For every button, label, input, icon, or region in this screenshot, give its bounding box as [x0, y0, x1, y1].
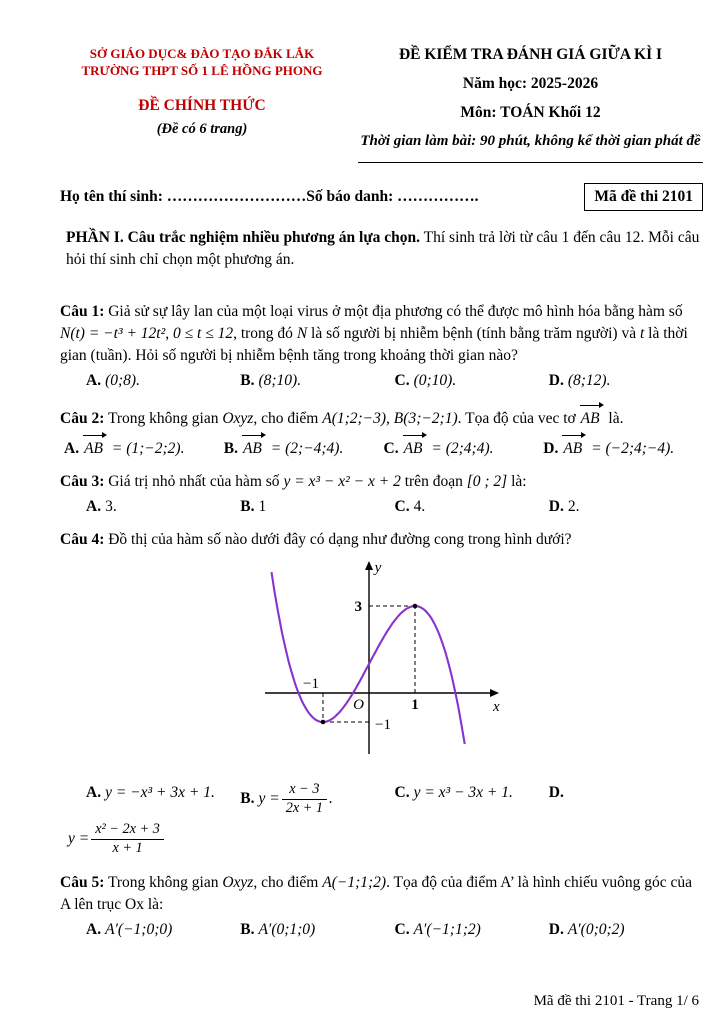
page-footer: Mã đề thi 2101 - Trang 1/ 6: [533, 992, 699, 1009]
part1-instructions: Thí sinh trả lời từ câu 1 đến câu 12. Mỗi câu hỏi thí sinh chỉ chọn một phương án.: [66, 229, 700, 269]
question-1-text: [60, 301, 703, 367]
question-4: [56, 529, 703, 863]
q3-math-2: [0 ; 2]: [466, 473, 508, 491]
q1-option-a: [86, 370, 240, 392]
option-value: (0;10).: [413, 372, 457, 390]
option-letter: C.: [383, 440, 399, 458]
x-axis-arrow: [490, 689, 499, 697]
q1-math-4: t: [639, 325, 645, 343]
question-3-label: Câu 3:: [60, 473, 105, 491]
q1-text-5: là thời gian (tuần). Hỏi số người bị nhiễm bệnh tăng trong khoảng thời gian nào?: [60, 325, 688, 365]
q1-option-b: [240, 370, 394, 392]
q2-math-2: A(1;2;−3), B(3;−2;1): [322, 410, 458, 428]
fraction-numerator: x² − 2x + 3: [91, 822, 164, 840]
vector-ab: AB: [403, 433, 428, 460]
option-prefix: y =: [258, 790, 280, 808]
exam-code-box: Mã đề thi 2101: [584, 183, 703, 211]
option-value: (8;12).: [567, 372, 611, 390]
student-info-line: Họ tên thí sinh: ………………………Số báo danh: …………….: [60, 188, 479, 206]
q5-text-1: Trong không gian: [104, 874, 223, 892]
vector-ab: AB: [580, 403, 605, 430]
option-letter: B.: [240, 921, 255, 939]
option-letter: D.: [548, 784, 564, 802]
q2-text-1: Trong không gian: [104, 410, 223, 428]
question-1-label: Câu 1:: [60, 303, 105, 321]
option-value: A′(0;1;0): [258, 921, 316, 939]
question-5-options: [60, 916, 703, 943]
option-value: A′(−1;0;0): [105, 921, 173, 939]
q1-text-3: , trong đó: [233, 325, 297, 343]
vector-ab: AB: [562, 433, 587, 460]
part1-title: PHẦN I. Câu trắc nghiệm nhiều phương án lựa chọn.: [66, 229, 421, 247]
q1-math-1: N(t) = −t³ + 12t²: [60, 325, 166, 343]
subject-line: Môn: TOÁN Khối 12: [460, 104, 601, 121]
q5-option-c: [395, 919, 549, 941]
option-suffix: .: [329, 790, 333, 808]
school-name: TRƯỜNG THPT SỐ 1 LÊ HỒNG PHONG: [81, 62, 323, 78]
q2-math-1: Oxyz: [222, 410, 254, 428]
option-letter: B.: [223, 440, 238, 458]
local-max-point: [412, 604, 417, 609]
local-min-point: [320, 720, 325, 725]
option-value: y = −x³ + 3x + 1.: [105, 784, 215, 802]
option-letter: A.: [86, 784, 102, 802]
question-2: [56, 403, 703, 462]
question-5: [56, 872, 703, 943]
option-value: (0;8).: [105, 372, 140, 390]
q5-math-2: A(−1;1;2): [322, 874, 387, 892]
origin-label: O: [352, 697, 364, 714]
option-letter: D.: [548, 921, 564, 939]
exam-header: [56, 44, 703, 163]
x-tick-1: 1: [410, 697, 419, 714]
q5-option-b: [240, 919, 394, 941]
option-letter: C.: [394, 921, 410, 939]
q3-math-1: y = x³ − x² − x + 2: [283, 473, 401, 491]
q1-math-3: N: [296, 325, 308, 343]
q5-option-a: [86, 919, 240, 941]
q3-option-d: [549, 496, 703, 518]
option-value: 4.: [413, 498, 426, 516]
q1-text-2: ,: [165, 325, 174, 343]
question-4-label: Câu 4:: [60, 531, 105, 549]
option-value: 1: [258, 498, 267, 516]
question-3-text: [60, 471, 703, 493]
option-letter: C.: [394, 498, 410, 516]
q3-text-1: Giá trị nhỏ nhất của hàm số: [104, 473, 284, 491]
question-5-text: [60, 872, 703, 916]
option-letter: A.: [64, 440, 80, 458]
option-letter: A.: [86, 372, 102, 390]
option-value: = (2;4;4).: [431, 440, 494, 458]
q1-text-4: là số người bị nhiễm bệnh (tính bằng trăm người) và: [307, 325, 640, 343]
option-letter: A.: [86, 498, 102, 516]
question-3-options: [60, 493, 703, 520]
option-value: 3.: [105, 498, 117, 516]
question-2-options: [60, 430, 703, 462]
q1-text-1: Giả sử sự lây lan của một loại virus ở một địa phương có thể được mô hình hóa bằng hàm số: [104, 303, 683, 321]
q5-math-1: Oxyz: [222, 874, 254, 892]
fraction: [282, 782, 327, 817]
option-letter: D.: [548, 372, 564, 390]
option-value: y = x³ − 3x + 1.: [413, 784, 513, 802]
exam-title: ĐỀ KIỂM TRA ĐÁNH GIÁ GIỮA KÌ I: [398, 46, 663, 63]
y-tick-minus1: −1: [374, 717, 391, 734]
q5-option-d: [549, 919, 703, 941]
option-value: (8;10).: [258, 372, 302, 390]
duration-line: Thời gian làm bài: 90 phút, không kể thời gian phát đề: [360, 133, 701, 149]
q3-option-b: [240, 496, 394, 518]
q3-text-3: là:: [507, 473, 527, 491]
x-tick-minus1: −1: [302, 676, 319, 693]
q5-text-2: , cho điểm: [253, 874, 323, 892]
q4-option-d-formula: [60, 822, 703, 857]
cubic-curve: [271, 572, 464, 744]
question-4-text: [60, 529, 703, 551]
question-2-text: [60, 403, 703, 430]
q2-text-3: . Tọa độ của vec tơ: [457, 410, 580, 428]
student-row: [56, 183, 703, 211]
option-value: = (1;−2;2).: [111, 440, 185, 458]
school-year: Năm học: 2025-2026: [462, 75, 599, 92]
option-value: = (2;−4;4).: [270, 440, 344, 458]
option-letter: C.: [394, 784, 410, 802]
option-value: 2.: [567, 498, 580, 516]
fraction: [91, 822, 164, 857]
question-1-options: [60, 367, 703, 394]
q2-option-a: [64, 433, 224, 460]
q2-text-4: là.: [604, 410, 624, 428]
option-letter: D.: [543, 440, 559, 458]
option-letter: B.: [240, 498, 255, 516]
fraction-denominator: x + 1: [112, 840, 143, 857]
option-value: A′(−1;1;2): [413, 921, 481, 939]
q2-option-b: [224, 433, 384, 460]
option-letter: C.: [394, 372, 410, 390]
question-1: [56, 301, 703, 394]
option-letter: B.: [240, 372, 255, 390]
option-letter: B.: [240, 790, 255, 808]
option-prefix: y =: [68, 830, 90, 848]
fraction-denominator: 2x + 1: [285, 800, 324, 817]
q3-option-a: [86, 496, 240, 518]
question-4-options: [60, 779, 703, 819]
q4-option-a: [86, 782, 240, 817]
q4-option-b: [240, 782, 394, 817]
vector-ab: AB: [83, 433, 108, 460]
header-right: [358, 44, 703, 163]
q1-option-c: [395, 370, 549, 392]
question-2-label: Câu 2:: [60, 410, 105, 428]
x-axis-label: x: [492, 699, 500, 716]
fraction-numerator: x − 3: [282, 782, 327, 800]
option-letter: A.: [86, 921, 102, 939]
y-tick-3: 3: [354, 599, 362, 616]
cubic-curve-graph: [257, 557, 507, 762]
y-axis-label: y: [374, 560, 381, 577]
option-letter: D.: [548, 498, 564, 516]
q3-text-2: trên đoạn: [400, 473, 467, 491]
q1-math-2: 0 ≤ t ≤ 12: [173, 325, 234, 343]
question-4-figure: [60, 557, 703, 769]
q2-text-2: , cho điểm: [253, 410, 323, 428]
q3-option-c: [395, 496, 549, 518]
q2-option-c: [384, 433, 544, 460]
vector-ab: AB: [242, 433, 267, 460]
official-exam-label: ĐỀ CHÍNH THỨC: [138, 96, 266, 114]
y-axis-arrow: [365, 561, 373, 570]
pages-note: (Đề có 6 trang): [156, 120, 248, 137]
q4-option-d: [549, 782, 703, 817]
question-3: [56, 471, 703, 520]
q2-option-d: [543, 433, 703, 460]
option-value: A′(0;0;2): [567, 921, 625, 939]
question-5-label: Câu 5:: [60, 874, 105, 892]
q1-option-d: [549, 370, 703, 392]
option-value: = (−2;4;−4).: [591, 440, 675, 458]
part1-heading: [56, 227, 703, 271]
header-left: [56, 44, 348, 139]
q4-option-c: [395, 782, 549, 817]
q5-text-3: . Tọa độ của điểm A’ là hình chiếu vuông góc của A lên trục Ox là:: [60, 874, 692, 914]
q4-text-1: Đồ thị của hàm số nào dưới đây có dạng như đường cong trong hình dưới?: [104, 531, 572, 549]
department-name: SỞ GIÁO DỤC& ĐÀO TẠO ĐẮK LẮK: [89, 46, 315, 61]
